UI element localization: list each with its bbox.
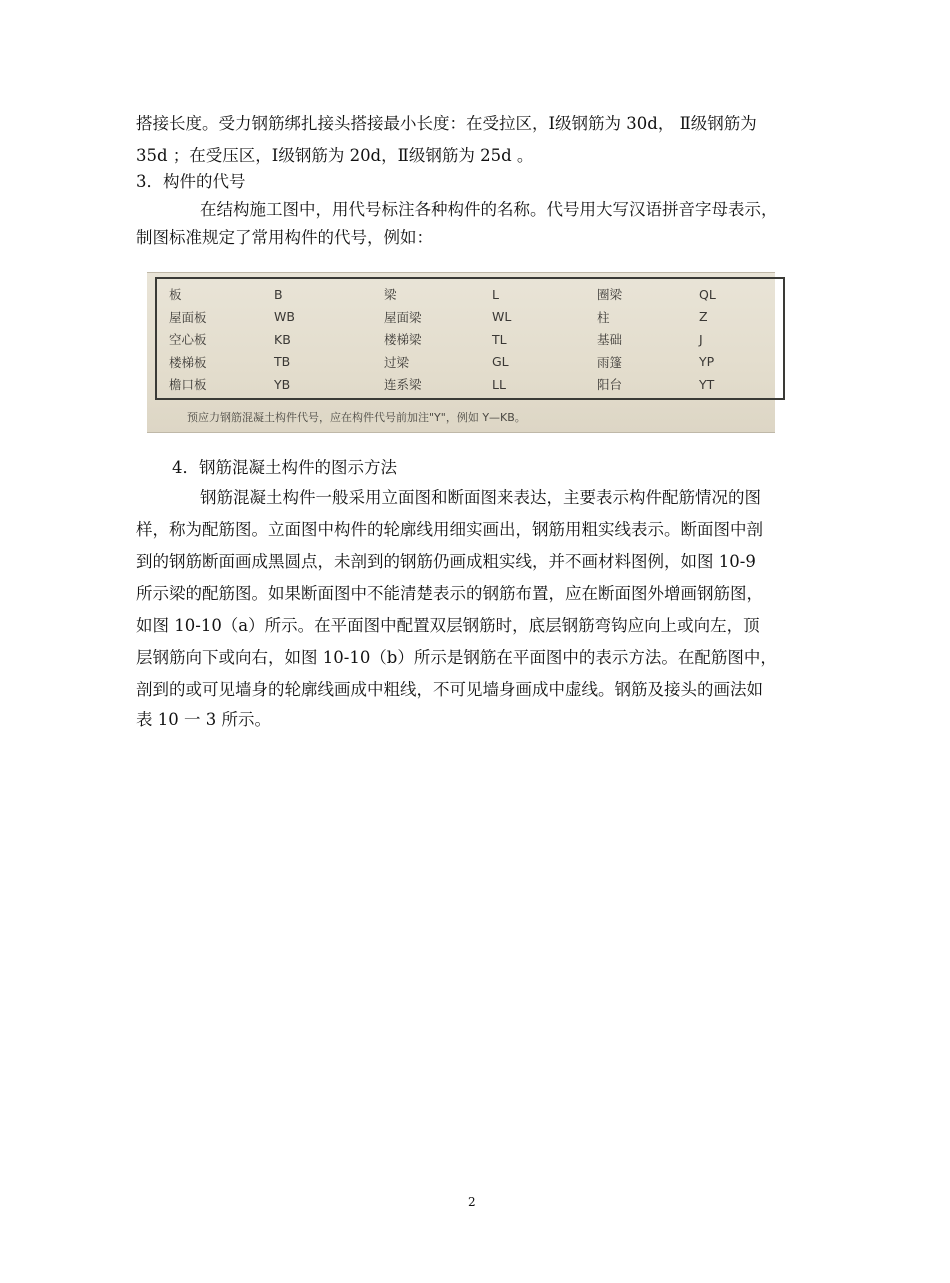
method-paragraph-line-1: 钢筋混凝土构件一般采用立面图和断面图来表达，主要表示构件配筋情况的图: [200, 488, 761, 507]
method-paragraph-line-8: 表 10 一 3 所示。: [136, 710, 271, 729]
table-cell: 屋面板: [169, 309, 207, 325]
table-cell: 檐口板: [169, 377, 207, 393]
codes-paragraph-line-2: 制图标准规定了常用构件的代号，例如：: [136, 228, 433, 247]
table-cell: WL: [492, 309, 512, 325]
component-code-table: [169, 283, 769, 396]
section-4-heading: 4．钢筋混凝土构件的图示方法: [172, 458, 397, 477]
table-cell: GL: [492, 354, 509, 370]
lap-length-line-1: 搭接长度。受力钢筋绑扎接头搭接最小长度：在受拉区，Ⅰ级钢筋为 30d， Ⅱ级钢筋为: [136, 114, 757, 133]
component-code-table-image: [147, 272, 775, 433]
table-cell: TB: [274, 354, 291, 370]
method-paragraph-line-3: 到的钢筋断面画成黑圆点，未剖到的钢筋仍画成粗实线，并不画材料图例，如图 10-9: [136, 552, 756, 571]
table-cell: QL: [699, 286, 716, 302]
table-cell: YB: [274, 376, 291, 392]
table-cell: YP: [699, 354, 715, 370]
method-paragraph-line-5: 如图 10-10（a）所示。在平面图中配置双层钢筋时，底层钢筋弯钩应向上或向左，顶: [136, 616, 760, 635]
table-cell: 梁: [384, 287, 397, 303]
table-row: [169, 283, 769, 306]
table-cell: WB: [274, 309, 295, 325]
table-cell: 圈梁: [597, 287, 623, 303]
table-cell: 基础: [597, 332, 623, 348]
table-cell: TL: [492, 331, 507, 347]
table-cell: 柱: [597, 309, 610, 325]
method-paragraph-line-6: 层钢筋向下或向右，如图 10-10（b）所示是钢筋在平面图中的表示方法。在配筋图中，: [136, 648, 777, 667]
codes-paragraph-line-1: 在结构施工图中，用代号标注各种构件的名称。代号用大写汉语拼音字母表示，: [200, 200, 778, 219]
table-row: [169, 351, 769, 374]
section-3-heading: 3．构件的代号: [136, 172, 246, 191]
table-cell: Z: [699, 309, 708, 325]
table-cell: LL: [492, 376, 506, 392]
page-number: 2: [468, 1195, 476, 1209]
table-cell: YT: [699, 376, 715, 392]
method-paragraph-line-7: 剖到的或可见墙身的轮廓线画成中粗线，不可见墙身画成中虚线。钢筋及接头的画法如: [136, 680, 763, 699]
method-paragraph-line-2: 样，称为配筋图。立面图中构件的轮廓线用细实画出，钢筋用粗实线表示。断面图中剖: [136, 520, 763, 539]
table-cell: 板: [169, 287, 182, 303]
table-cell: J: [699, 331, 703, 347]
table-cell: 连系梁: [384, 377, 422, 393]
table-row: [169, 328, 769, 351]
table-cell: 过梁: [384, 354, 410, 370]
table-cell: B: [274, 286, 283, 302]
prestressed-code-note: 预应力钢筋混凝土构件代号，应在构件代号前加注"Y"，例如 Y—KB。: [187, 411, 526, 424]
table-cell: KB: [274, 331, 291, 347]
table-row: [169, 373, 769, 396]
table-cell: 空心板: [169, 332, 207, 348]
lap-length-line-2: 35d ；在受压区，Ⅰ级钢筋为 20d，Ⅱ级钢筋为 25d 。: [136, 146, 534, 165]
table-cell: 楼梯梁: [384, 332, 422, 348]
table-cell: 阳台: [597, 377, 623, 393]
table-row: [169, 306, 769, 329]
table-cell: 雨篷: [597, 354, 623, 370]
table-cell: 楼梯板: [169, 354, 207, 370]
table-cell: L: [492, 286, 499, 302]
table-cell: 屋面梁: [384, 309, 422, 325]
method-paragraph-line-4: 所示梁的配筋图。如果断面图中不能清楚表示的钢筋布置，应在断面图外增画钢筋图，: [136, 584, 763, 603]
